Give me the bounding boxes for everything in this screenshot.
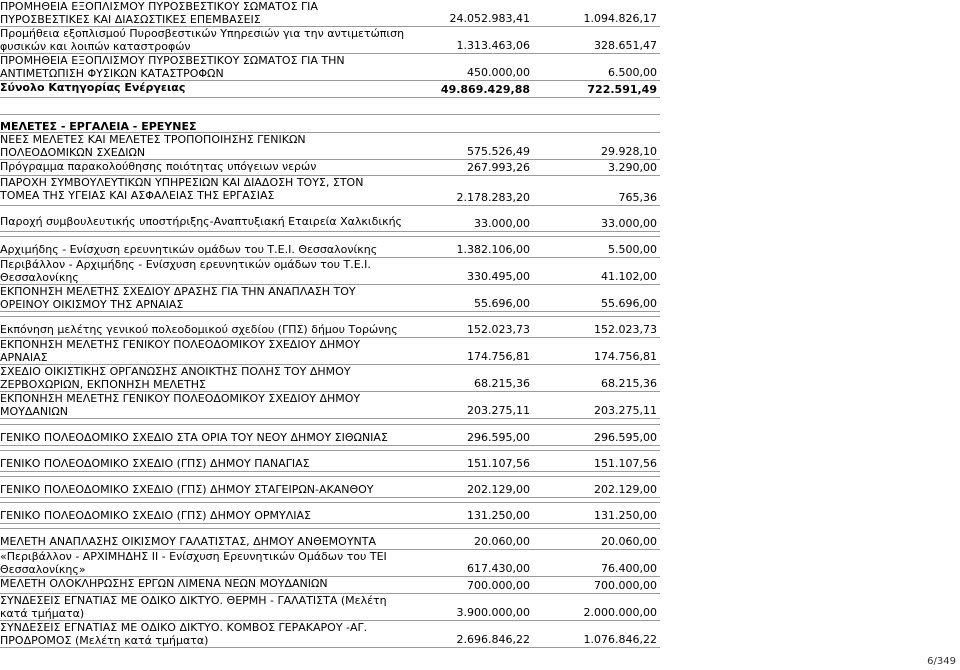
row-value-1: 3.900.000,00 (456, 606, 530, 619)
row-value-1: 296.595,00 (467, 431, 530, 444)
row-value-1: 24.052.983,41 (449, 12, 530, 25)
row-value-1: 33.000,00 (474, 217, 530, 230)
row-label: ΕΚΠΟΝΗΣΗ ΜΕΛΕΤΗΣ ΓΕΝΙΚΟΥ ΠΟΛΕΟΔΟΜΙΚΟΥ ΣΧΕΔΙΟΥ ΔΗΜΟΥ ΜΟΥΔΑΝΙΩΝ (0, 392, 361, 418)
row-label: ΠΡΟΜΗΘΕΙΑ ΕΞΟΠΛΙΣΜΟΥ ΠΥΡΟΣΒΕΣΤΙΚΟΥ ΣΩΜΑΤΟΣ ΓΙΑ ΤΗΝ ΑΝΤΙΜΕΤΩΠΙΣΗ ΦΥΣΙΚΩΝ ΚΑΤΑΣΤΡΟΦΩΝ (0, 54, 345, 80)
row-value-2: 328.651,47 (594, 39, 657, 52)
table-row (0, 285, 660, 312)
row-label: Σύνολο Κατηγορίας Ενέργειας (0, 81, 186, 94)
row-value-1: 49.869.429,88 (440, 83, 530, 96)
row-label: «Περιβάλλον - ΑΡΧΙΜΗΔΗΣ ΙΙ - Ενίσχυση Ερευνητικών Ομάδων του ΤΕΙ Θεσσαλονίκης» (0, 550, 387, 576)
page-number: 6/349 (927, 656, 956, 667)
row-label: ΓΕΝΙΚΟ ΠΟΛΕΟΔΟΜΙΚΟ ΣΧΕΔΙΟ ΣΤΑ ΟΡΙΑ ΤΟΥ ΝΕΟΥ ΔΗΜΟΥ ΣΙΘΩΝΙΑΣ (0, 431, 388, 444)
row-value-1: 267.993,26 (467, 161, 530, 174)
row-value-2: 1.094.826,17 (583, 12, 657, 25)
empty-row (0, 98, 660, 115)
row-label: Περιβάλλον - Αρχιμήδης - Ενίσχυση ερευνητικών ομάδων του Τ.Ε.Ι. Θεσσαλονίκης (0, 258, 371, 284)
table-row (0, 550, 660, 577)
section-heading-row (0, 115, 660, 133)
row-value-2: 5.500,00 (608, 243, 657, 256)
table-row (0, 206, 660, 232)
row-value-1: 2.696.846,22 (456, 633, 530, 646)
row-label: ΣΥΝΔΕΣΕΙΣ ΕΓΝΑΤΙΑΣ ΜΕ ΟΔΙΚΟ ΔΙΚΤΥΟ. ΘΕΡΜΗ - ΓΑΛΑΤΙΣΤΑ (Μελέτη κατά τμήματα) (0, 594, 387, 620)
row-value-2: 151.107,56 (594, 457, 657, 470)
row-value-1: 575.526,49 (467, 145, 530, 158)
row-value-1: 1.382.106,00 (456, 243, 530, 256)
row-label: ΣΧΕΔΙΟ ΟΙΚΙΣΤΙΚΗΣ ΟΡΓΑΝΩΣΗΣ ΑΝΟΙΚΤΗΣ ΠΟΛΗΣ ΤΟΥ ΔΗΜΟΥ ΖΕΡΒΟΧΩΡΙΩΝ, ΕΚΠΟΝΗΣΗ ΜΕΛΕΤΗΣ (0, 365, 351, 391)
row-label: Προμήθεια εξοπλισμού Πυροσβεστικών Υπηρεσιών για την αντιμετώπιση φυσικών και λοιπών καταστροφών (0, 27, 405, 53)
row-value-1: 450.000,00 (467, 66, 530, 79)
row-label: ΓΕΝΙΚΟ ΠΟΛΕΟΔΟΜΙΚΟ ΣΧΕΔΙΟ (ΓΠΣ) ΔΗΜΟΥ ΠΑΝΑΓΙΑΣ (0, 457, 310, 470)
row-label: ΠΡΟΜΗΘΕΙΑ ΕΞΟΠΛΙΣΜΟΥ ΠΥΡΟΣΒΕΣΤΙΚΟΥ ΣΩΜΑΤΟΣ ΓΙΑ ΠΥΡΟΣΒΕΣΤΙΚΕΣ ΚΑΙ ΔΙΑΣΩΣΤΙΚΕΣ ΕΠΕΜΒΑΣΕΙΣ (0, 0, 318, 26)
row-label: ΕΚΠΟΝΗΣΗ ΜΕΛΕΤΗΣ ΓΕΝΙΚΟΥ ΠΟΛΕΟΔΟΜΙΚΟΥ ΣΧΕΔΙΟΥ ΔΗΜΟΥ ΑΡΝΑΙΑΣ (0, 338, 361, 364)
row-value-2: 296.595,00 (594, 431, 657, 444)
row-label: Αρχιμήδης - Ενίσχυση ερευνητικών ομάδων του Τ.Ε.Ι. Θεσσαλονίκης (0, 243, 378, 256)
row-value-2: 6.500,00 (608, 66, 657, 79)
row-value-2: 174.756,81 (594, 350, 657, 363)
table-row (0, 594, 660, 621)
table-row (0, 133, 660, 160)
row-value-1: 131.250,00 (467, 509, 530, 522)
row-label: Πρόγραμμα παρακολούθησης ποιότητας υπόγειων νερών (0, 160, 317, 173)
row-value-2: 2.000.000,00 (583, 606, 657, 619)
row-label: ΕΚΠΟΝΗΣΗ ΜΕΛΕΤΗΣ ΣΧΕΔΙΟΥ ΔΡΑΣΗΣ ΓΙΑ ΤΗΝ ΑΝΑΠΛΑΣΗ ΤΟΥ ΟΡΕΙΝΟΥ ΟΙΚΙΣΜΟΥ ΤΗΣ ΑΡΝΑΙΑΣ (0, 285, 356, 311)
row-value-1: 2.178.283,20 (456, 191, 530, 204)
table-row (0, 392, 660, 419)
category-total-row (0, 81, 660, 98)
table-row (0, 54, 660, 81)
table-row (0, 338, 660, 365)
row-label: ΜΕΛΕΤΗ ΑΝΑΠΛΑΣΗΣ ΟΙΚΙΣΜΟΥ ΓΑΛΑΤΙΣΤΑΣ, ΔΗΜΟΥ ΑΝΘΕΜΟΥΝΤΑ (0, 535, 377, 548)
table-row (0, 176, 660, 206)
row-label: ΓΕΝΙΚΟ ΠΟΛΕΟΔΟΜΙΚΟ ΣΧΕΔΙΟ (ΓΠΣ) ΔΗΜΟΥ ΟΡΜΥΛΙΑΣ (0, 509, 311, 522)
row-value-2: 765,36 (618, 191, 657, 204)
row-value-2: 68.215,36 (601, 377, 657, 390)
row-value-2: 202.129,00 (594, 483, 657, 496)
table-row (0, 236, 660, 258)
table-row (0, 0, 660, 27)
row-value-2: 203.275,11 (594, 404, 657, 417)
table-row (0, 365, 660, 392)
row-value-1: 20.060,00 (474, 535, 530, 548)
row-value-1: 151.107,56 (467, 457, 530, 470)
row-value-1: 152.023,73 (467, 323, 530, 336)
row-value-1: 174.756,81 (467, 350, 530, 363)
row-value-2: 722.591,49 (587, 83, 657, 96)
row-label: ΠΑΡΟΧΗ ΣΥΜΒΟΥΛΕΥΤΙΚΩΝ ΥΠΗΡΕΣΙΩΝ ΚΑΙ ΔΙΑΔΟΣΗ ΤΟΥΣ, ΣΤΟΝ ΤΟΜΕΑ ΤΗΣ ΥΓΕΙΑΣ ΚΑΙ ΑΣΦΑΛΕΙΑΣ ΤΗΣ ΕΡΓΑΣΙΑΣ (0, 176, 364, 202)
row-value-1: 68.215,36 (474, 377, 530, 390)
table-row (0, 528, 660, 550)
row-value-1: 617.430,00 (467, 562, 530, 575)
table-row (0, 160, 660, 176)
row-value-2: 55.696,00 (601, 297, 657, 310)
row-label: ΝΕΕΣ ΜΕΛΕΤΕΣ ΚΑΙ ΜΕΛΕΤΕΣ ΤΡΟΠΟΠΟΙΗΣΗΣ ΓΕΝΙΚΩΝ ΠΟΛΕΟΔΟΜΙΚΩΝ ΣΧΕΔΙΩΝ (0, 133, 306, 159)
row-value-2: 152.023,73 (594, 323, 657, 336)
row-label: Εκπόνηση μελέτης γενικού πολεοδομικού σχεδίου (ΓΠΣ) δήμου Τορώνης (0, 323, 398, 336)
row-value-1: 700.000,00 (467, 579, 530, 592)
table-row (0, 27, 660, 54)
row-label: ΓΕΝΙΚΟ ΠΟΛΕΟΔΟΜΙΚΟ ΣΧΕΔΙΟ (ΓΠΣ) ΔΗΜΟΥ ΣΤΑΓΕΙΡΩΝ-ΑΚΑΝΘΟΥ (0, 483, 374, 496)
row-value-2: 131.250,00 (594, 509, 657, 522)
table-row (0, 577, 660, 594)
table-row (0, 621, 660, 648)
row-label: ΣΥΝΔΕΣΕΙΣ ΕΓΝΑΤΙΑΣ ΜΕ ΟΔΙΚΟ ΔΙΚΤΥΟ. ΚΟΜΒΟΣ ΓΕΡΑΚΑΡΟΥ -ΑΓ. ΠΡΟΔΡΟΜΟΣ (Μελέτη κατά τμήματα) (0, 621, 368, 647)
row-value-2: 29.928,10 (601, 145, 657, 158)
table-row (0, 476, 660, 498)
section-heading: ΜΕΛΕΤΕΣ - ΕΡΓΑΛΕΙΑ - ΕΡΕΥΝΕΣ (0, 120, 197, 133)
row-value-1: 203.275,11 (467, 404, 530, 417)
table-row (0, 450, 660, 472)
row-value-2: 33.000,00 (601, 217, 657, 230)
row-label: Παροχή συμβουλευτικής υποστήριξης-Αναπτυξιακή Εταιρεία Χαλκιδικής (0, 215, 402, 228)
row-value-2: 76.400,00 (601, 562, 657, 575)
row-value-2: 1.076.846,22 (583, 633, 657, 646)
row-value-2: 3.290,00 (608, 161, 657, 174)
row-value-1: 55.696,00 (474, 297, 530, 310)
row-value-2: 700.000,00 (594, 579, 657, 592)
table-row (0, 502, 660, 524)
row-value-1: 202.129,00 (467, 483, 530, 496)
row-value-2: 41.102,00 (601, 270, 657, 283)
row-label: ΜΕΛΕΤΗ ΟΛΟΚΛΗΡΩΣΗΣ ΕΡΓΩΝ ΛΙΜΕΝΑ ΝΕΩΝ ΜΟΥΔΑΝΙΩΝ (0, 577, 328, 590)
row-value-1: 330.495,00 (467, 270, 530, 283)
table-row (0, 316, 660, 338)
table-row (0, 424, 660, 446)
row-value-2: 20.060,00 (601, 535, 657, 548)
table-row (0, 258, 660, 285)
row-value-1: 1.313.463,06 (456, 39, 530, 52)
